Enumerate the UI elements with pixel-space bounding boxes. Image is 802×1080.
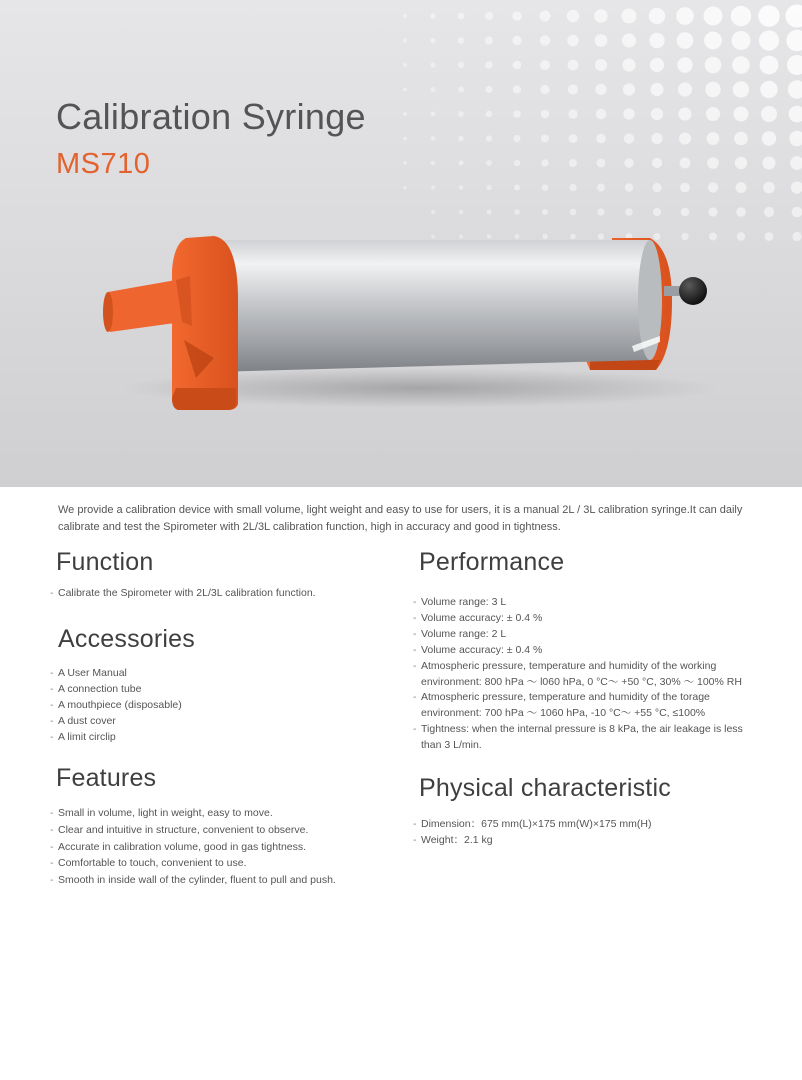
function-heading: Function [56, 548, 154, 576]
list-item: - Weight：2.1 kg [413, 832, 651, 848]
list-item: - Atmospheric pressure, temperature and humidity of the torage environment: 700 hPa ～ 1060 hPa, -10 °C～ +55 °C, ≤100% [413, 690, 743, 722]
list-item: - A mouthpiece (disposable) [50, 697, 182, 713]
list-item: - A limit circlip [50, 729, 182, 745]
list-item: - Calibrate the Spirometer with 2L/3L calibration function. [50, 585, 316, 601]
list-item: - Smooth in inside wall of the cylinder, fluent to pull and push. [50, 872, 336, 889]
page-title: Calibration Syringe [56, 96, 366, 137]
accessories-list [50, 665, 182, 745]
performance-heading: Performance [419, 548, 565, 576]
list-item: - A User Manual [50, 665, 182, 681]
list-item: - Comfortable to touch, convenient to use. [50, 855, 336, 872]
list-item: - Volume accuracy: ± 0.4 % [413, 643, 743, 659]
list-item: - Small in volume, light in weight, easy to move. [50, 805, 336, 822]
physical-list [413, 816, 651, 848]
list-item: - Accurate in calibration volume, good in gas tightness. [50, 839, 336, 856]
list-item: - Volume range: 2 L [413, 627, 743, 643]
hero-banner [0, 0, 802, 487]
features-heading: Features [56, 764, 157, 792]
calibration-syringe-image [0, 0, 802, 487]
performance-list [413, 595, 743, 754]
list-item: - Tightness: when the internal pressure is 8 kPa, the air leakage is less than 3 L/min. [413, 722, 743, 754]
list-item: - Volume range: 3 L [413, 595, 743, 611]
list-item: - Clear and intuitive in structure, convenient to observe. [50, 822, 336, 839]
list-item: - A connection tube [50, 681, 182, 697]
list-item: - A dust cover [50, 713, 182, 729]
function-list [50, 585, 316, 601]
list-item: - Volume accuracy: ± 0.4 % [413, 611, 743, 627]
model-number: MS710 [56, 148, 151, 180]
list-item: - Dimension：675 mm(L)×175 mm(W)×175 mm(H) [413, 816, 651, 832]
list-item: - Atmospheric pressure, temperature and humidity of the working environment: 800 hPa ～ l060 hPa, 0 °C～ +50 °C, 30% ～ 100% RH [413, 659, 743, 691]
accessories-heading: Accessories [58, 625, 195, 653]
features-list [50, 805, 336, 889]
physical-heading: Physical characteristic [419, 774, 671, 802]
intro-paragraph: We provide a calibration device with small volume, light weight and easy to use for users, it is a manual 2L / 3L calibration syringe.It can daily calibrate and test the Spirometer with 2L/3L calibration function, high in accuracy and good in tightness. [58, 504, 743, 533]
